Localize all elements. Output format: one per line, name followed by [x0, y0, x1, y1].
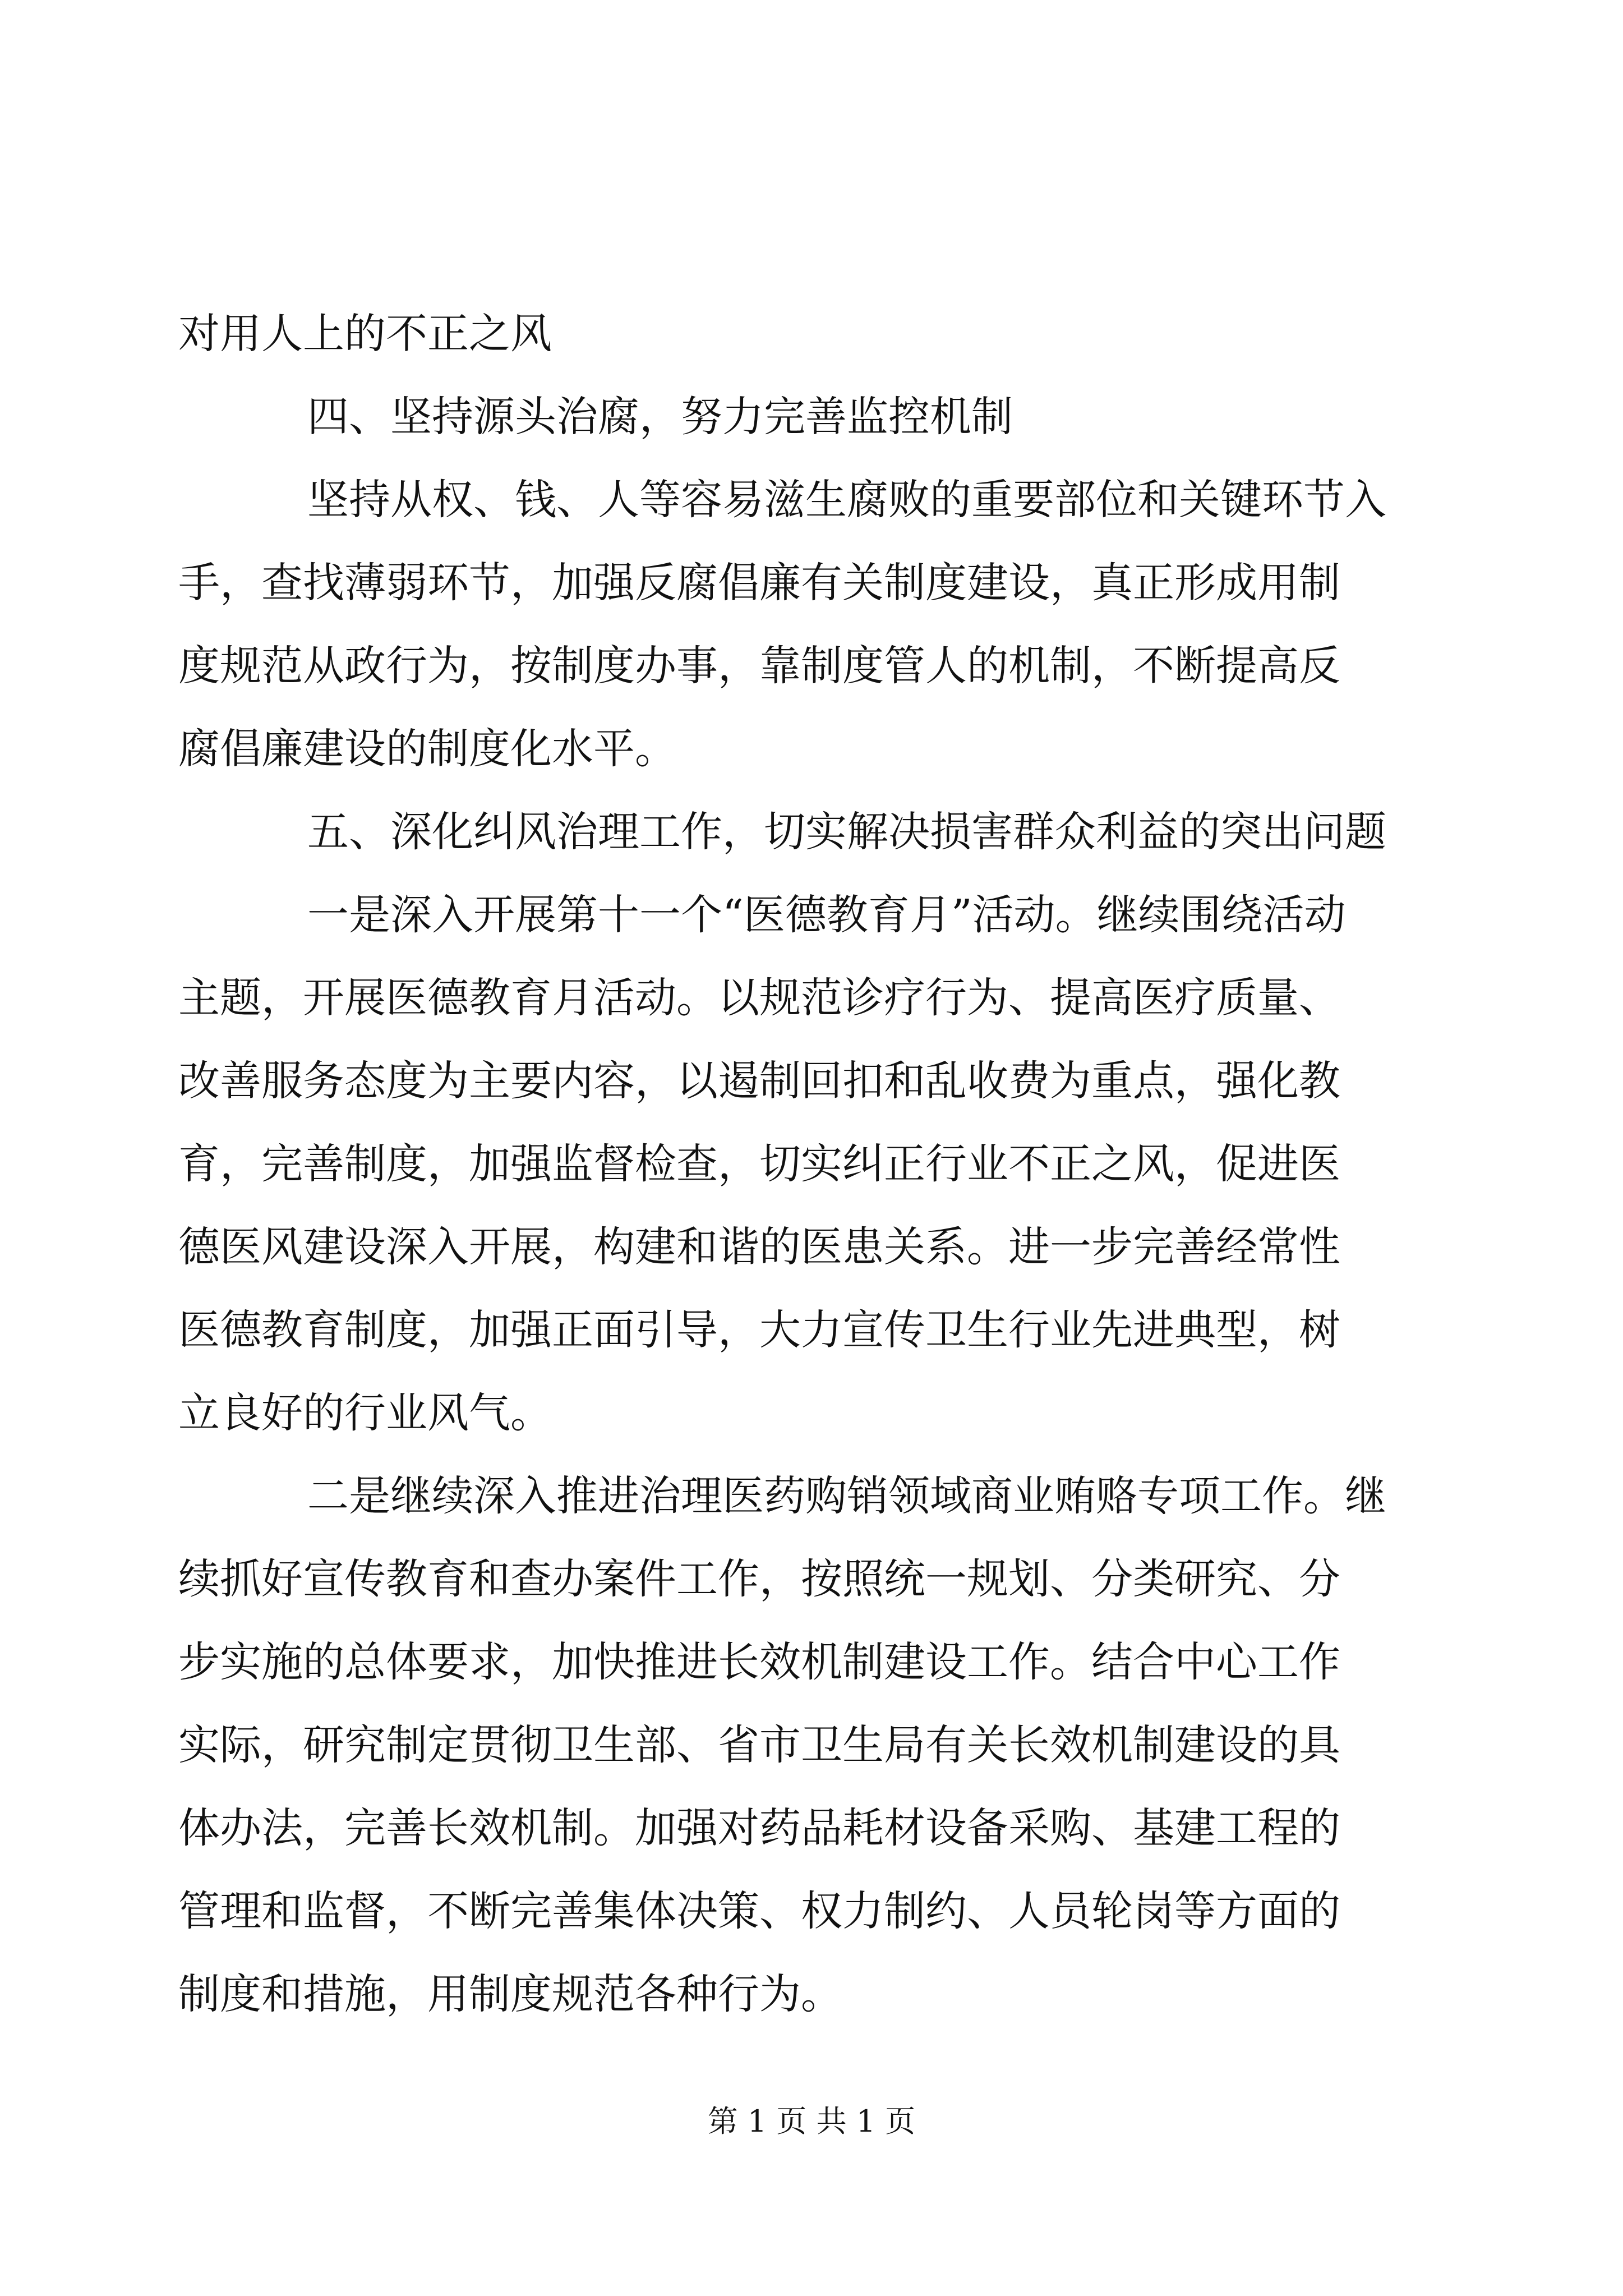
- body-text-line: 坚持从权、钱、人等容易滋生腐败的重要部位和关键环节入: [307, 476, 1386, 524]
- body-text-line: 一是深入开展第十一个“医德教育月”活动。继续围绕活动: [307, 891, 1346, 939]
- section-heading: 四、坚持源头治腐，努力完善监控机制: [307, 393, 1013, 441]
- body-text-line: 对用人上的不正之风: [178, 310, 552, 358]
- body-text-line: 育，完善制度，加强监督检查，切实纠正行业不正之风，促进医: [178, 1140, 1340, 1188]
- body-text-line: 二是继续深入推进治理医药购销领域商业贿赂专项工作。继: [307, 1472, 1386, 1520]
- body-text-line: 腐倡廉建设的制度化水平。: [178, 725, 676, 773]
- section-heading: 五、深化纠风治理工作，切实解决损害群众利益的突出问题: [307, 808, 1386, 856]
- body-text-line: 续抓好宣传教育和查办案件工作，按照统一规划、分类研究、分: [178, 1555, 1340, 1603]
- body-text-line: 度规范从政行为，按制度办事，靠制度管人的机制，不断提高反: [178, 642, 1340, 690]
- page-number-footer: 第 1 页 共 1 页: [707, 2104, 916, 2139]
- body-text-line: 改善服务态度为主要内容，以遏制回扣和乱收费为重点，强化教: [178, 1057, 1340, 1105]
- body-text-line: 德医风建设深入开展，构建和谐的医患关系。进一步完善经常性: [178, 1223, 1340, 1271]
- body-text-line: 医德教育制度，加强正面引导，大力宣传卫生行业先进典型，树: [178, 1306, 1340, 1354]
- body-text-line: 立良好的行业风气。: [178, 1389, 552, 1437]
- body-text-line: 步实施的总体要求，加快推进长效机制建设工作。结合中心工作: [178, 1638, 1340, 1686]
- body-text-line: 主题，开展医德教育月活动。以规范诊疗行为、提高医疗质量、: [178, 974, 1340, 1022]
- body-text-line: 管理和监督，不断完善集体决策、权力制约、人员轮岗等方面的: [178, 1887, 1340, 1935]
- body-text-line: 实际，研究制定贯彻卫生部、省市卫生局有关长效机制建设的具: [178, 1721, 1340, 1769]
- body-text-line: 手，查找薄弱环节，加强反腐倡廉有关制度建设，真正形成用制: [178, 559, 1340, 607]
- body-text-line: 制度和措施，用制度规范各种行为。: [178, 1970, 842, 2018]
- body-text-line: 体办法，完善长效机制。加强对药品耗材设备采购、基建工程的: [178, 1804, 1340, 1852]
